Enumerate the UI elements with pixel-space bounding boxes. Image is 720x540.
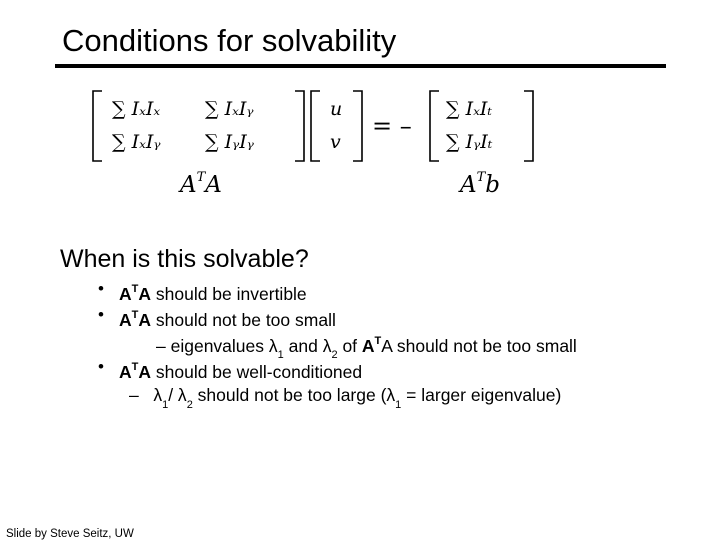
sub-bullet-eigenvalues: – eigenvalues $\lambda_1$ and $\lambda_2$ of $A^TA$ should not be too small bbox=[156, 335, 577, 362]
slide-title: Conditions for solvability bbox=[62, 23, 397, 58]
label-atb: $A^Tb$ bbox=[460, 170, 501, 198]
sub-bullet-condition-number: – $\lambda_1/$ $\lambda_2$ should not be too large ($\lambda_1$ = larger eigenvalue) bbox=[129, 385, 562, 411]
left-matrix-open-bracket bbox=[93, 91, 102, 161]
bullet-marker-2: • bbox=[98, 305, 104, 324]
vector-close-bracket bbox=[353, 91, 362, 161]
bullet-marker-3: • bbox=[98, 357, 104, 376]
slide-credit: Slide by Steve Seitz, UW bbox=[6, 528, 134, 540]
bullet-1: $A^TA$ should be invertible bbox=[119, 283, 307, 304]
vector-open-bracket bbox=[311, 91, 320, 161]
title-underline bbox=[55, 64, 666, 68]
right-vector-open-bracket bbox=[430, 91, 439, 161]
label-ata: $A^TA$ bbox=[180, 170, 222, 198]
bullet-2: $A^TA$ should not be too small bbox=[119, 309, 336, 330]
left-matrix-close-bracket bbox=[295, 91, 304, 161]
equation bbox=[90, 88, 550, 169]
vector-u: u bbox=[330, 98, 343, 120]
right-vector-close-bracket bbox=[524, 91, 533, 161]
rhs-cell-1: ∑ IₓIₜ bbox=[446, 98, 493, 120]
rhs-cell-2: ∑ IᵧIₜ bbox=[446, 131, 493, 153]
vector-v: v bbox=[330, 131, 341, 153]
question-heading: When is this solvable? bbox=[60, 245, 309, 273]
bullet-marker-1: • bbox=[98, 279, 104, 298]
matrix-cell-11: ∑ IₓIₓ bbox=[112, 98, 161, 120]
bullet-3: $A^TA$ should be well-conditioned bbox=[119, 361, 363, 382]
matrix-cell-12: ∑ IₓIᵧ bbox=[205, 98, 254, 120]
equals-minus: = – bbox=[372, 112, 412, 140]
equation-graphic bbox=[90, 88, 550, 164]
matrix-cell-21: ∑ IₓIᵧ bbox=[112, 131, 161, 153]
matrix-cell-22: ∑ IᵧIᵧ bbox=[205, 131, 254, 153]
